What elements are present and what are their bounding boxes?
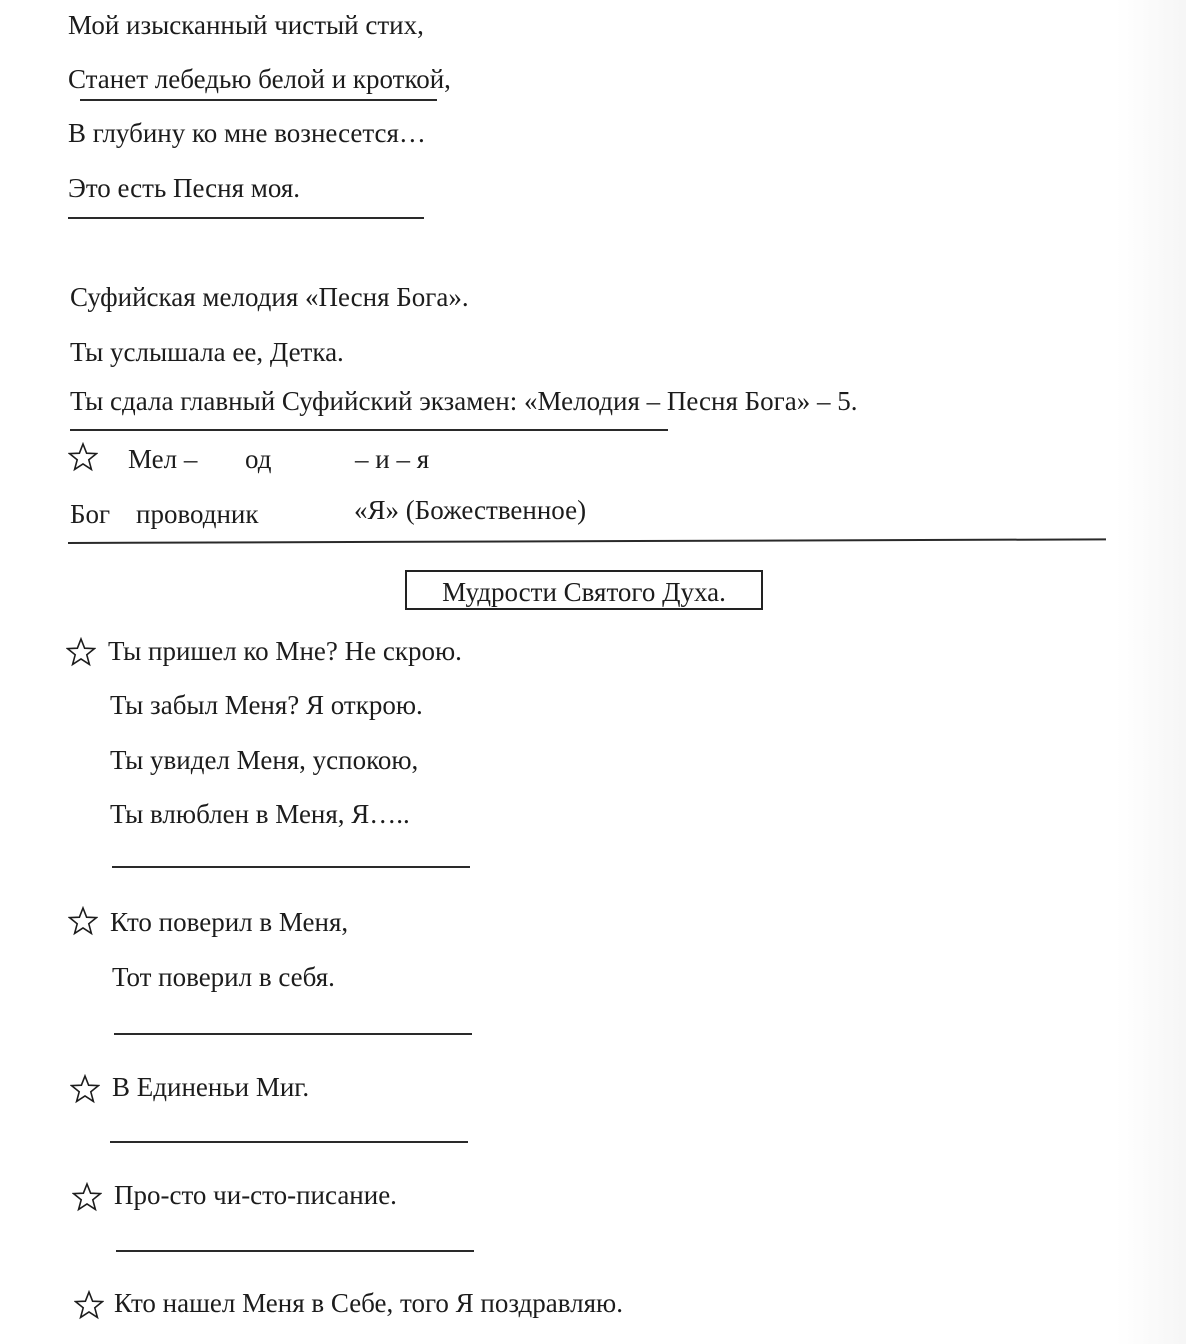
sufi-line-1: Суфийская мелодия «Песня Бога». — [70, 282, 469, 312]
page-edge-shadow — [1116, 0, 1186, 1344]
saying-divider — [110, 1141, 468, 1143]
saying4-line-1: Про-сто чи-сто-писание. — [114, 1180, 397, 1210]
star-outline-icon — [72, 1182, 102, 1212]
decoding-row2-col3: «Я» (Божественное) — [354, 495, 587, 525]
saying1-line-2: Ты забыл Меня? Я открою. — [110, 690, 423, 720]
star-outline-icon — [68, 906, 98, 936]
sufi-line-2: Ты услышала ее, Детка. — [70, 337, 344, 367]
decoding-row1-col3: – и – я — [355, 444, 430, 474]
saying5-line-1: Кто нашел Меня в Себе, того Я поздравляю. — [114, 1288, 623, 1318]
full-width-divider — [68, 538, 1106, 544]
poem-line-1: Мой изысканный чистый стих, — [68, 10, 424, 40]
decoding-row1-col2: од — [245, 444, 272, 474]
saying-divider — [112, 866, 470, 868]
saying1-line-3: Ты увидел Меня, успокою, — [110, 745, 419, 775]
wisdom-heading: Мудрости Святого Духа. — [405, 570, 763, 610]
section-divider — [68, 217, 424, 219]
star-outline-icon — [74, 1290, 104, 1320]
saying-divider — [116, 1250, 474, 1252]
poem-line-2: Станет лебедью белой и кроткой, — [68, 64, 451, 94]
decoding-row2-col2: проводник — [136, 499, 259, 529]
saying1-line-1: Ты пришел ко Мне? Не скрою. — [108, 636, 462, 666]
saying3-line-1: В Единеньи Миг. — [112, 1072, 310, 1102]
decoding-row1-col1: Мел – — [128, 444, 198, 474]
star-outline-icon — [66, 637, 96, 667]
underline-divider — [80, 99, 437, 101]
decoding-row2-col1: Бог — [70, 499, 111, 529]
saying-divider — [114, 1033, 472, 1035]
saying1-line-4: Ты влюблен в Меня, Я….. — [110, 799, 410, 829]
poem-line-4: Это есть Песня моя. — [68, 173, 301, 203]
saying2-line-2: Тот поверил в себя. — [112, 962, 335, 992]
underline-divider — [70, 429, 668, 431]
star-outline-icon — [68, 442, 98, 472]
poem-line-3: В глубину ко мне вознесется… — [68, 118, 426, 148]
star-outline-icon — [70, 1074, 100, 1104]
saying2-line-1: Кто поверил в Меня, — [110, 907, 349, 937]
sufi-line-3: Ты сдала главный Суфийский экзамен: «Мелодия – Песня Бога» – 5. — [70, 386, 858, 416]
